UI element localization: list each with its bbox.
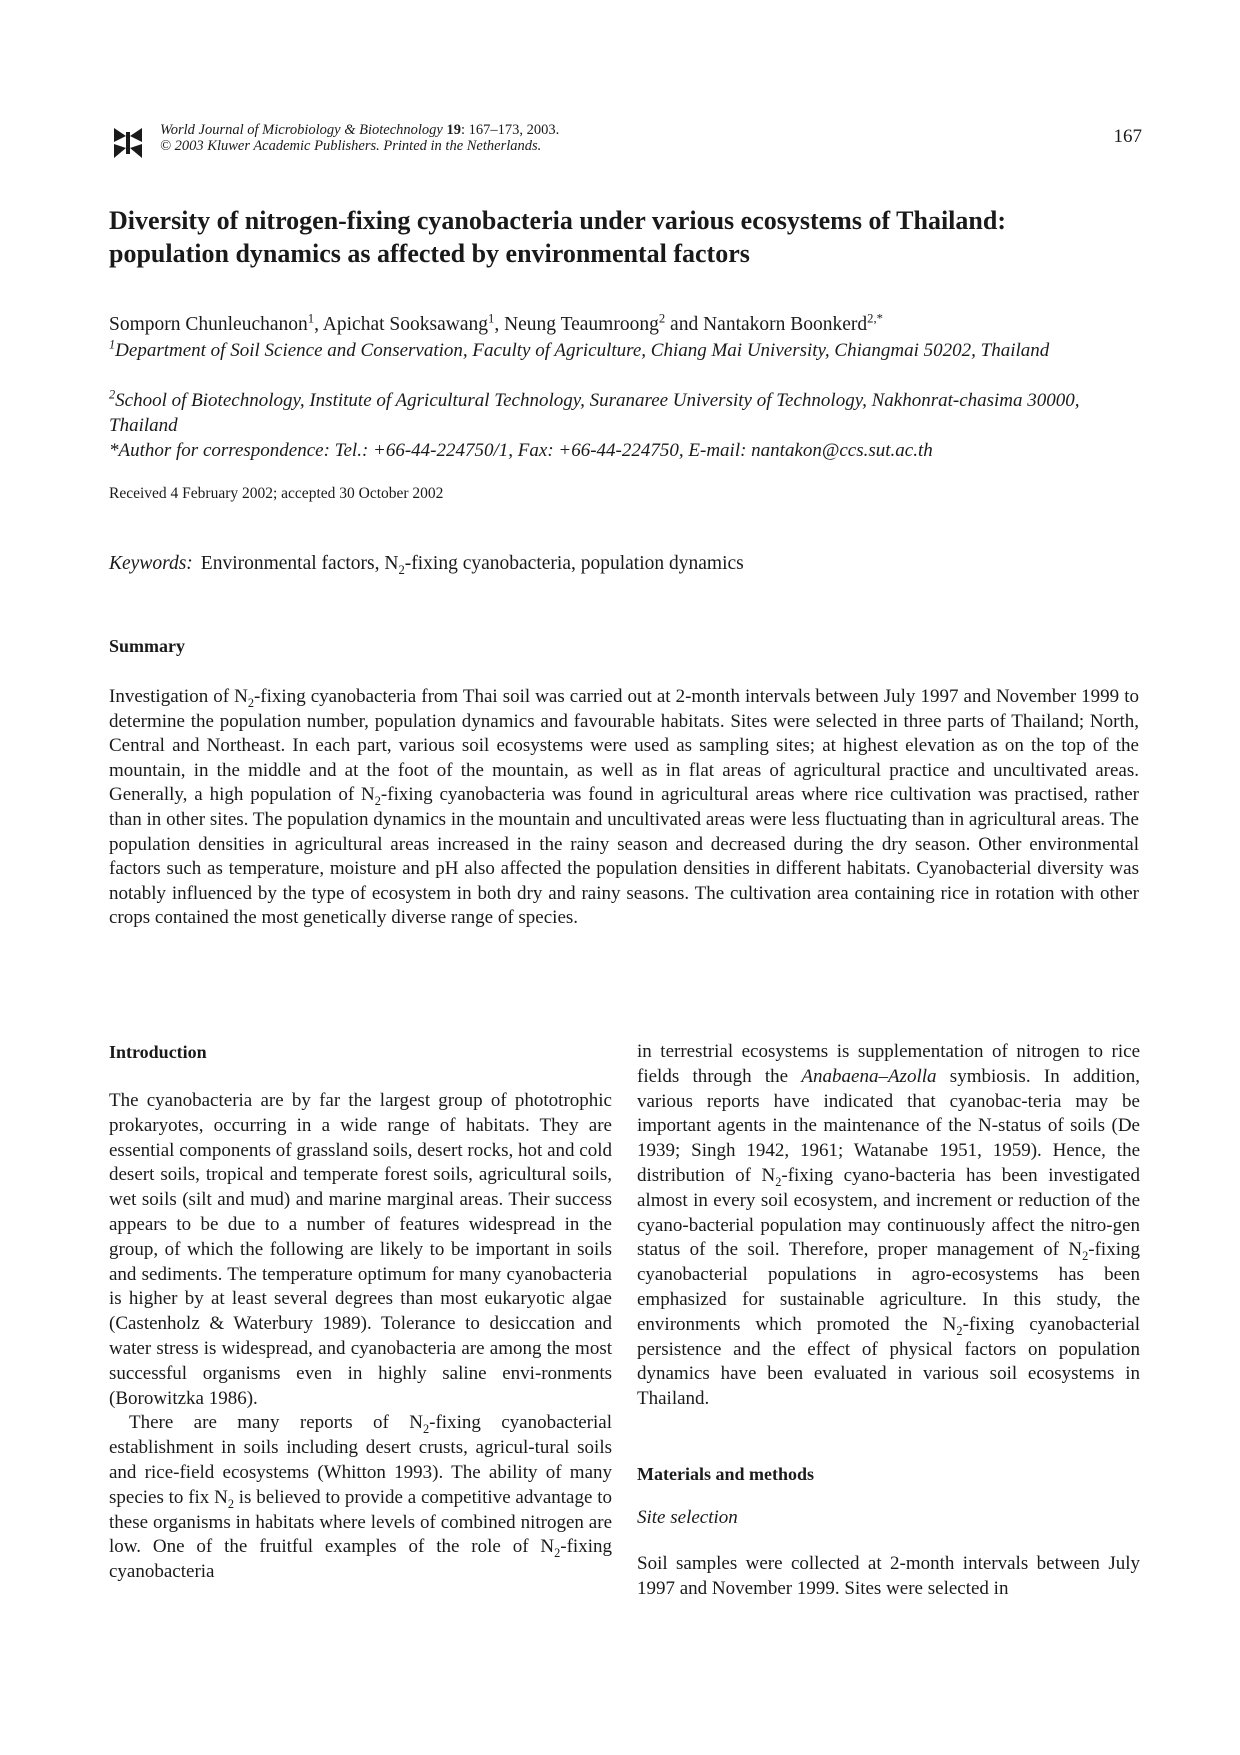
- subscript: 2: [227, 1496, 234, 1511]
- paragraph-text: There are many reports of N: [129, 1412, 423, 1434]
- author-affil-mark: 2: [658, 311, 666, 326]
- journal-name: World Journal of Microbiology & Biotechnology: [160, 122, 443, 138]
- paragraph-text: -fixing cyanobacterial populations in agro-ecosystems has been emphasized for sustainable agriculture. In this study, the environments which promoted the N: [637, 1239, 1140, 1335]
- subscript: 2: [554, 1546, 561, 1561]
- left-column: [109, 1040, 612, 1585]
- author-name: Neung Teaumroong: [504, 314, 659, 335]
- paragraph-text: -fixing cyano-bacteria has been investigated almost in every soil ecosystem, and increment or reduction of the cyano-bacterial population may continuously affect the nitro-gen status of the soil. Therefore, proper management of N: [637, 1164, 1140, 1261]
- affiliation-mark: 1: [109, 337, 116, 352]
- author-separator: ,: [494, 314, 505, 335]
- summary-heading: Summary: [109, 636, 185, 656]
- subscript: 2: [247, 695, 254, 710]
- summary-text: -fixing cyanobacteria was found in agricultural areas where rice cultivation was practised, rather than in other sites. The population dynamics in the mountain and uncultivated areas were less fluctuating than in agricultural areas. The population densities in agricultural areas increased in the rainy season and decreased during the dry season. Other environmental factors such as temperature, moisture and pH also affected the population densities in different habitats. Cyanobacterial diversity was notably influenced by the type of ecosystem in both dry and rainy seasons. The cultivation area containing rice in rotation with other crops contained the most genetically diverse range of species.: [109, 784, 1139, 929]
- keywords-text: Environmental factors, N: [200, 553, 399, 574]
- paragraph-text: -fixing cyanobacteria: [109, 1536, 612, 1583]
- author-affil-mark: 2,*: [867, 311, 883, 326]
- publisher-logo-icon: [112, 124, 144, 160]
- intro-paragraph-1: The cyanobacteria are by far the largest group of phototrophic prokaryotes, occurring in a wide range of habitats. They are essential components of grassland soils, desert rocks, hot and cold desert soils, tropical and temperate forest soils, agricultural soils, wet soils (silt and mud) and marine marginal areas. Their success appears to be due to a number of features widespread in the group, of which the following are likely to be important in soils and sediments. The temperature optimum for many cyanobacteria is higher by at least several degrees than most eukaryotic algae (Castenholz & Waterbury 1989). Tolerance to desiccation and water stress is widespread, and cyanobacteria are among the most successful organisms even in highly saline envi-ronments (Borowitzka 1986).: [109, 1090, 612, 1409]
- subscript: 2: [398, 562, 405, 577]
- author-affil-mark: 1: [307, 311, 315, 326]
- paragraph-text: -fixing cyanobacterial establishment in soils including desert crusts, agricul-tural soils and rice-field ecosystems (Whitton 1993). The ability of many species to fix N: [109, 1412, 613, 1508]
- affiliation-text: Department of Soil Science and Conservation, Faculty of Agriculture, Chiang Mai University, Chiangmai 50202, Thailand: [115, 340, 1050, 361]
- received-dates: Received 4 February 2002; accepted 30 October 2002: [109, 485, 444, 502]
- paper-title: [109, 204, 1139, 270]
- paragraph-text: in terrestrial ecosystems is supplementation of nitrogen to rice fields through the: [637, 1041, 1140, 1087]
- author-separator: ,: [314, 314, 323, 335]
- title-line-1: Diversity of nitrogen-fixing cyanobacteria under various ecosystems of Thailand:: [109, 206, 1006, 235]
- title-line-2: population dynamics as affected by environmental factors: [109, 239, 750, 268]
- page-number: 167: [1113, 126, 1142, 147]
- keywords-text: -fixing cyanobacteria, population dynamics: [404, 553, 744, 574]
- author-name: Nantakorn Boonkerd: [703, 314, 868, 335]
- paragraph-text: -fixing cyanobacterial persistence and the effect of physical factors on population dynamics have been evaluated in various soil ecosystems in Thailand.: [637, 1313, 1140, 1410]
- journal-pages: : 167–173, 2003.: [460, 122, 560, 138]
- correspondence-text: *Author for correspondence: Tel.: +66-44-224750/1, Fax: +66-44-224750, E-mail: nantakon@ccs.sut.ac.th: [109, 440, 933, 461]
- summary-text: -fixing cyanobacteria from Thai soil was carried out at 2-month intervals between July 1997 and November 1999 to determine the population number, population dynamics and favourable habitats. Sites were selected in three parts of Thailand; North, Central and Northeast. In each part, various soil ecosystems were used as sampling sites; at highest elevation as on the top of the mountain, in the middle and at the foot of the mountain, as well as in flat areas of agricultural practice and uncultivated areas. Generally, a high population of N: [109, 686, 1139, 806]
- affiliation-2: [109, 388, 1139, 438]
- right-column: [637, 1040, 1140, 1602]
- intro-paragraph-3: [637, 1040, 1140, 1412]
- keywords-label: Keywords:: [109, 553, 193, 574]
- affiliation-1: [109, 338, 1139, 363]
- subscript: 2: [374, 794, 381, 809]
- journal-citation: [160, 122, 559, 154]
- subscript: 2: [1082, 1249, 1089, 1264]
- summary-text: Investigation of N: [109, 686, 248, 707]
- correspondence: [109, 438, 1139, 463]
- summary-paragraph: [109, 685, 1139, 931]
- site-selection-paragraph: Soil samples were collected at 2-month intervals between July 1997 and November 1999. Sites were selected in: [637, 1552, 1140, 1599]
- subscript: 2: [956, 1323, 963, 1338]
- paragraph-text: is believed to provide a competitive advantage to these organisms in habitats where levels of combined nitrogen are low. One of the fruitful examples of the role of N: [109, 1486, 612, 1558]
- journal-volume: 19: [446, 122, 461, 138]
- author-list: [109, 313, 883, 337]
- intro-paragraph-2: [109, 1411, 612, 1585]
- introduction-heading: Introduction: [109, 1042, 207, 1062]
- affiliation-mark: 2: [109, 387, 116, 402]
- author-name: Somporn Chunleuchanon: [109, 314, 308, 335]
- author-name: Apichat Sooksawang: [322, 314, 488, 335]
- author-separator: and: [665, 314, 704, 335]
- keywords: [109, 553, 744, 575]
- author-affil-mark: 1: [487, 311, 495, 326]
- subscript: 2: [422, 1422, 430, 1437]
- journal-header: [112, 122, 1142, 162]
- copyright-line: © 2003 Kluwer Academic Publishers. Printed in the Netherlands.: [160, 138, 542, 154]
- methods-heading: Materials and methods: [637, 1463, 814, 1484]
- subscript: 2: [775, 1174, 782, 1189]
- site-selection-heading: Site selection: [637, 1506, 738, 1528]
- species-name: Anabaena–Azolla: [801, 1065, 937, 1087]
- paragraph-text: symbiosis. In addition, various reports have indicated that cyanobac-teria may be important agents in the maintenance of the N-status of soils (De 1939; Singh 1942, 1961; Watanabe 1951, 1959). Hence, the distribution of N: [637, 1065, 1140, 1186]
- affiliation-text: School of Biotechnology, Institute of Agricultural Technology, Suranaree University of Technology, Nakhonrat-chasima 30000, Thailand: [109, 390, 1080, 436]
